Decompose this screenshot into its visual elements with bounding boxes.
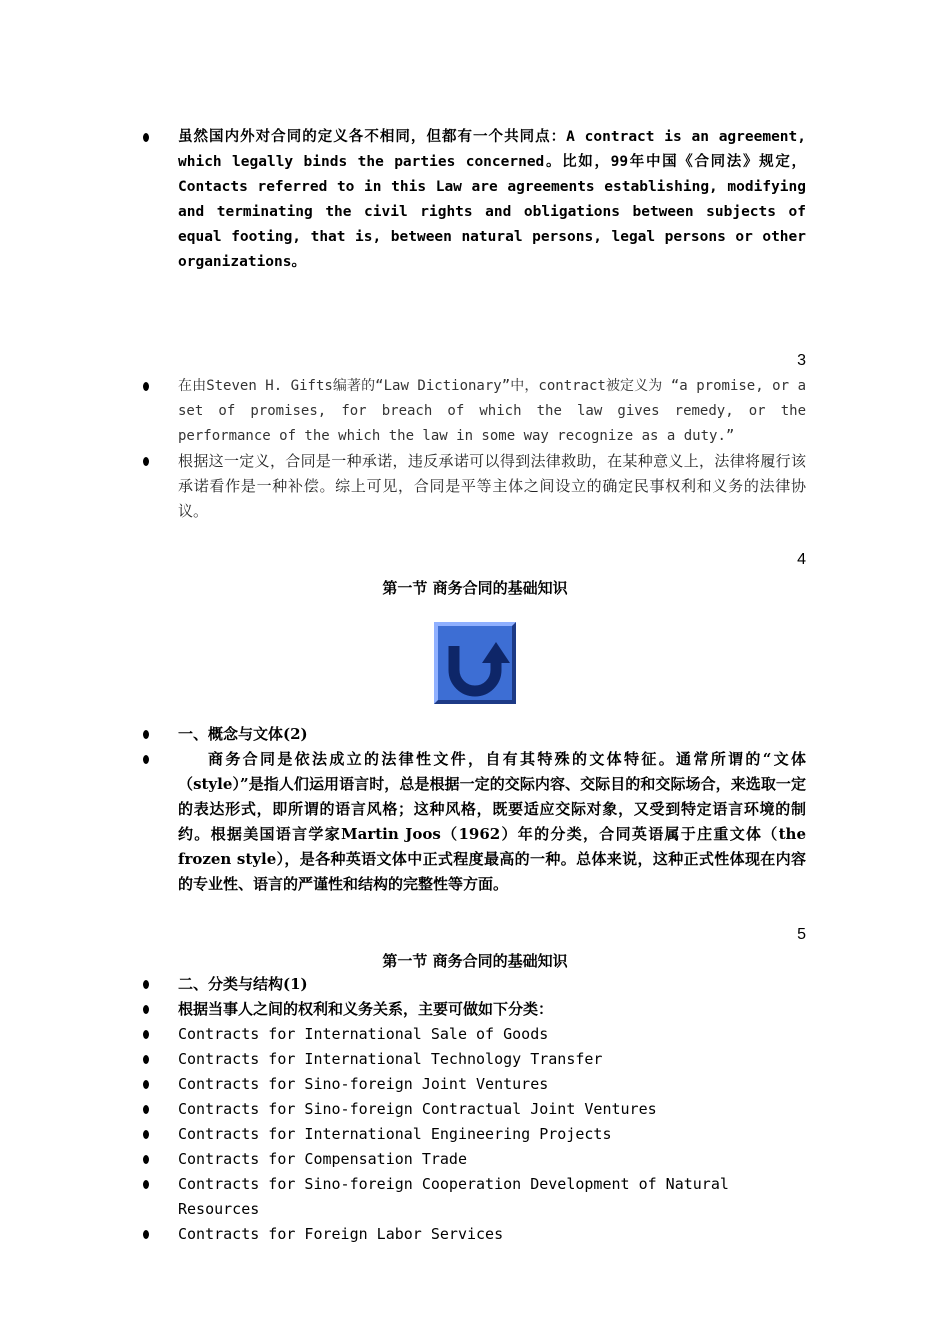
- contract-type-item: [140, 1022, 806, 1047]
- contract-type-label: Contracts for International Engineering Projects: [178, 1125, 612, 1143]
- contract-type-label: Contracts for Compensation Trade: [178, 1150, 467, 1168]
- section-heading: 第一节 商务合同的基础知识: [382, 952, 568, 970]
- contract-type-label: Contracts for Sino-foreign Cooperation Development of Natural Resources: [178, 1175, 729, 1218]
- subsection-title: 二、分类与结构(1): [178, 975, 308, 993]
- classification-intro: 根据当事人之间的权利和义务关系，主要可做如下分类：: [178, 1000, 554, 1018]
- page3-block: [140, 374, 806, 524]
- list-item: [140, 722, 806, 747]
- bullet-icon: [143, 730, 149, 739]
- list-item: [140, 747, 806, 897]
- list-item: [140, 972, 806, 997]
- contract-type-item: [140, 1047, 806, 1072]
- contract-type-label: Contracts for Foreign Labor Services: [178, 1225, 504, 1243]
- page-number: 3: [797, 352, 806, 369]
- bullet-icon: [143, 1130, 149, 1139]
- contract-type-item: [140, 1222, 806, 1247]
- bullet-icon: [143, 755, 149, 764]
- bullet-icon: [143, 980, 149, 989]
- law-dictionary-quote: 在由Steven H. Gifts编著的“Law Dictionary”中，contract被定义为 “a promise, or a set of promises, for breach of which the law gives remedy, or the performance of the which the law in some way recognize as a duty.”: [178, 378, 806, 444]
- contract-type-item: [140, 1097, 806, 1122]
- bullet-icon: [143, 1230, 149, 1239]
- contract-type-item: [140, 1172, 806, 1222]
- page4-block: [140, 722, 806, 897]
- bullet-icon: [143, 1005, 149, 1014]
- contract-type-label: Contracts for International Sale of Goods: [178, 1025, 549, 1043]
- contract-type-item: [140, 1147, 806, 1172]
- return-button[interactable]: [434, 622, 516, 704]
- list-item: [140, 449, 806, 524]
- contract-type-label: Contracts for International Technology Transfer: [178, 1050, 603, 1068]
- bullet-icon: [143, 1055, 149, 1064]
- definition-block: [140, 125, 806, 275]
- bullet-icon: [143, 457, 149, 466]
- style-paragraph: 商务合同是依法成立的法律性文件，自有其特殊的文体特征。通常所谓的“文体（style）”是指人们运用语言时，总是根据一定的交际内容、交际目的和交际场合，来选取一定的表达形式，即所谓的语言风格；这种风格，既要适应交际对象，又受到特定语言环境的制约。根据美国语言学家Martin Joos（1962）年的分类，合同英语属于庄重文体（the frozen style），是各种英语文体中正式程度最高的一种。总体来说，这种正式性体现在内容的专业性、语言的严谨性和结构的完整性等方面。: [178, 750, 806, 893]
- bullet-icon: [143, 382, 149, 391]
- definition-text: 虽然国内外对合同的定义各不相同，但都有一个共同点：A contract is an agreement, which legally binds the parties concerned。比如，99年中国《合同法》规定，Contacts referred to in this Law are agreements establishing, modifying and terminating the civil rights and obligations between subjects of equal footing, that is, between natural persons, legal persons or other organizations。: [178, 129, 806, 270]
- section-heading: 第一节 商务合同的基础知识: [382, 579, 568, 597]
- bullet-icon: [143, 1080, 149, 1089]
- contract-type-label: Contracts for Sino-foreign Joint Ventures: [178, 1075, 549, 1093]
- bullet-icon: [143, 1180, 149, 1189]
- contract-type-item: [140, 1072, 806, 1097]
- contract-type-item: [140, 1122, 806, 1147]
- list-item: [140, 997, 806, 1022]
- list-item: [140, 374, 806, 449]
- bullet-icon: [143, 1030, 149, 1039]
- bullet-icon: [143, 133, 149, 142]
- definition-summary: 根据这一定义，合同是一种承诺，违反承诺可以得到法律救助，在某种意义上，法律将履行该承诺看作是一种补偿。综上可见，合同是平等主体之间设立的确定民事权利和义务的法律协议。: [178, 452, 806, 520]
- page5-block: [140, 972, 806, 1247]
- page-number: 5: [797, 926, 806, 943]
- subsection-title: 一、概念与文体(2): [178, 725, 308, 743]
- bullet-icon: [143, 1105, 149, 1114]
- contract-type-label: Contracts for Sino-foreign Contractual Joint Ventures: [178, 1100, 657, 1118]
- page-number: 4: [797, 551, 806, 568]
- bullet-icon: [143, 1155, 149, 1164]
- u-turn-arrow-icon: [438, 626, 512, 700]
- list-item: [140, 125, 806, 275]
